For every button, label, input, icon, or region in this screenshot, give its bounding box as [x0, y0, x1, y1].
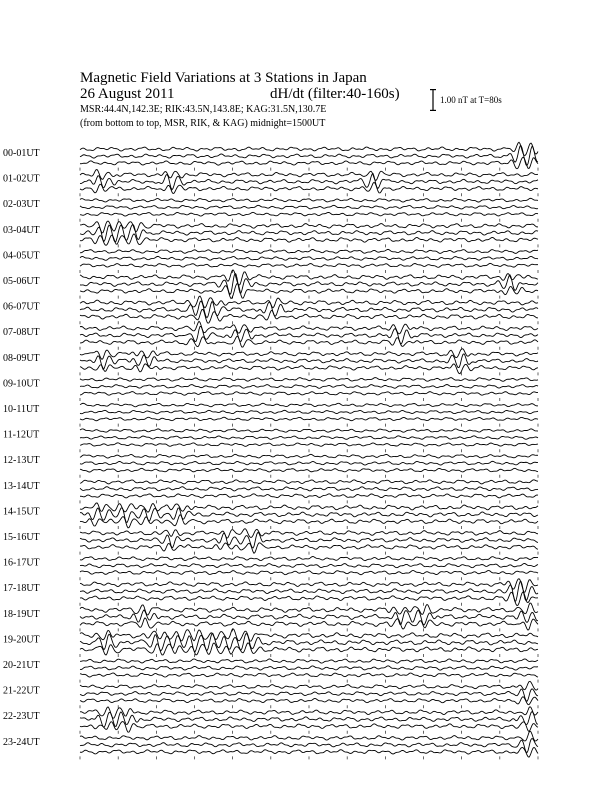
- chart-title: Magnetic Field Variations at 3 Stations in Japan: [80, 70, 367, 86]
- trace-RIK: [80, 487, 538, 491]
- trace-RIK: [80, 666, 538, 670]
- row-label: 00-01UT: [3, 148, 40, 159]
- trace-KAG: [80, 659, 538, 663]
- trace-RIK: [80, 563, 538, 567]
- trace-RIK: [80, 436, 538, 440]
- row-label: 13-14UT: [3, 480, 40, 492]
- trace-RIK: [80, 205, 538, 209]
- row-12-13UT: [3, 454, 538, 477]
- station-coordinates: MSR:44.4N,142.3E; RIK:43.5N,143.8E; KAG:31.5N,130.7E: [80, 104, 327, 115]
- trace-RIK: [80, 508, 538, 523]
- row-label: 20-21UT: [3, 660, 40, 671]
- row-06-07UT: [3, 296, 538, 324]
- trace-MSR: [80, 336, 538, 347]
- trace-MSR: [80, 747, 538, 757]
- trace-MSR: [80, 182, 538, 193]
- row-label: 18-19UT: [3, 608, 40, 620]
- row-label: 10-11UT: [3, 404, 40, 415]
- row-09-10UT: [3, 378, 538, 401]
- row-label: 16-17UT: [3, 557, 40, 569]
- row-20-21UT: [3, 659, 538, 683]
- row-label: 08-09UT: [3, 352, 40, 364]
- row-10-11UT: [3, 403, 538, 426]
- row-label: 09-10UT: [3, 378, 40, 390]
- trace-RIK: [80, 256, 538, 260]
- row-label: 12-13UT: [3, 455, 40, 467]
- trace-RIK: [80, 174, 538, 190]
- trace-MSR: [80, 722, 538, 733]
- row-14-15UT: [3, 503, 538, 529]
- trace-KAG: [80, 349, 538, 360]
- trace-MSR: [80, 392, 538, 396]
- trace-KAG: [80, 529, 538, 539]
- trace-MSR: [80, 263, 538, 267]
- row-01-02UT: [3, 170, 538, 197]
- trace-KAG: [80, 557, 538, 561]
- trace-KAG: [80, 198, 538, 202]
- row-label: 03-04UT: [3, 224, 40, 236]
- quantity-label: dH/dt (filter:40-160s): [270, 86, 400, 102]
- trace-RIK: [80, 410, 538, 413]
- row-00-01UT: [3, 142, 538, 170]
- trace-MSR: [80, 697, 538, 705]
- chart-date: 26 August 2011: [80, 86, 175, 102]
- trace-MSR: [80, 570, 538, 574]
- row-23-24UT: [3, 731, 538, 759]
- trace-MSR: [80, 234, 538, 245]
- row-03-04UT: [3, 221, 538, 247]
- row-11-12UT: [3, 429, 538, 452]
- trace-KAG: [80, 221, 538, 233]
- trace-KAG: [80, 681, 538, 690]
- row-05-06UT: [3, 270, 538, 299]
- row-label: 11-12UT: [3, 429, 40, 441]
- row-label: 17-18UT: [3, 583, 40, 595]
- row-08-09UT: [3, 349, 538, 376]
- row-04-05UT: [3, 249, 538, 273]
- trace-KAG: [80, 403, 538, 407]
- trace-MSR: [80, 212, 538, 216]
- trace-MSR: [80, 494, 538, 498]
- trace-MSR: [80, 443, 538, 447]
- trace-MSR: [80, 417, 538, 421]
- row-07-08UT: [3, 321, 538, 349]
- row-15-16UT: [3, 529, 538, 555]
- row-18-19UT: [3, 603, 538, 631]
- trace-MSR: [80, 468, 538, 472]
- row-label: 23-24UT: [3, 736, 40, 748]
- row-label: 04-05UT: [3, 250, 40, 262]
- trace-KAG: [80, 378, 538, 382]
- row-label: 07-08UT: [3, 327, 40, 339]
- row-22-23UT: [3, 707, 538, 734]
- row-label: 21-22UT: [3, 685, 40, 697]
- row-19-20UT: [3, 629, 538, 657]
- row-13-14UT: [3, 480, 538, 504]
- trace-KAG: [80, 454, 538, 458]
- trace-KAG: [80, 579, 538, 592]
- row-16-17UT: [3, 557, 538, 581]
- row-label: 15-16UT: [3, 532, 40, 543]
- trace-KAG: [80, 503, 538, 512]
- trace-RIK: [80, 301, 538, 318]
- trace-RIK: [80, 385, 538, 389]
- trace-KAG: [80, 170, 538, 181]
- trace-RIK: [80, 461, 538, 465]
- trace-MSR: [80, 157, 538, 168]
- trace-KAG: [80, 480, 538, 484]
- row-02-03UT: [3, 198, 538, 221]
- trace-KAG: [80, 142, 538, 155]
- trace-KAG: [80, 429, 538, 432]
- row-21-22UT: [3, 681, 538, 708]
- row-label: 06-07UT: [3, 301, 40, 313]
- row-label: 19-20UT: [3, 634, 40, 646]
- station-order-note: (from bottom to top, MSR, RIK, & KAG) midnight=1500UT: [80, 118, 326, 129]
- trace-MSR: [80, 673, 538, 677]
- row-label: 01-02UT: [3, 173, 40, 185]
- trace-MSR: [80, 643, 538, 655]
- row-17-18UT: [3, 579, 538, 606]
- row-label: 22-23UT: [3, 711, 40, 723]
- trace-RIK: [80, 689, 538, 701]
- trace-KAG: [80, 249, 538, 253]
- scale-label: 1.00 nT at T=80s: [440, 95, 502, 105]
- trace-KAG: [80, 707, 538, 719]
- row-label: 05-06UT: [3, 276, 40, 287]
- row-label: 02-03UT: [3, 199, 40, 211]
- row-label: 14-15UT: [3, 506, 40, 518]
